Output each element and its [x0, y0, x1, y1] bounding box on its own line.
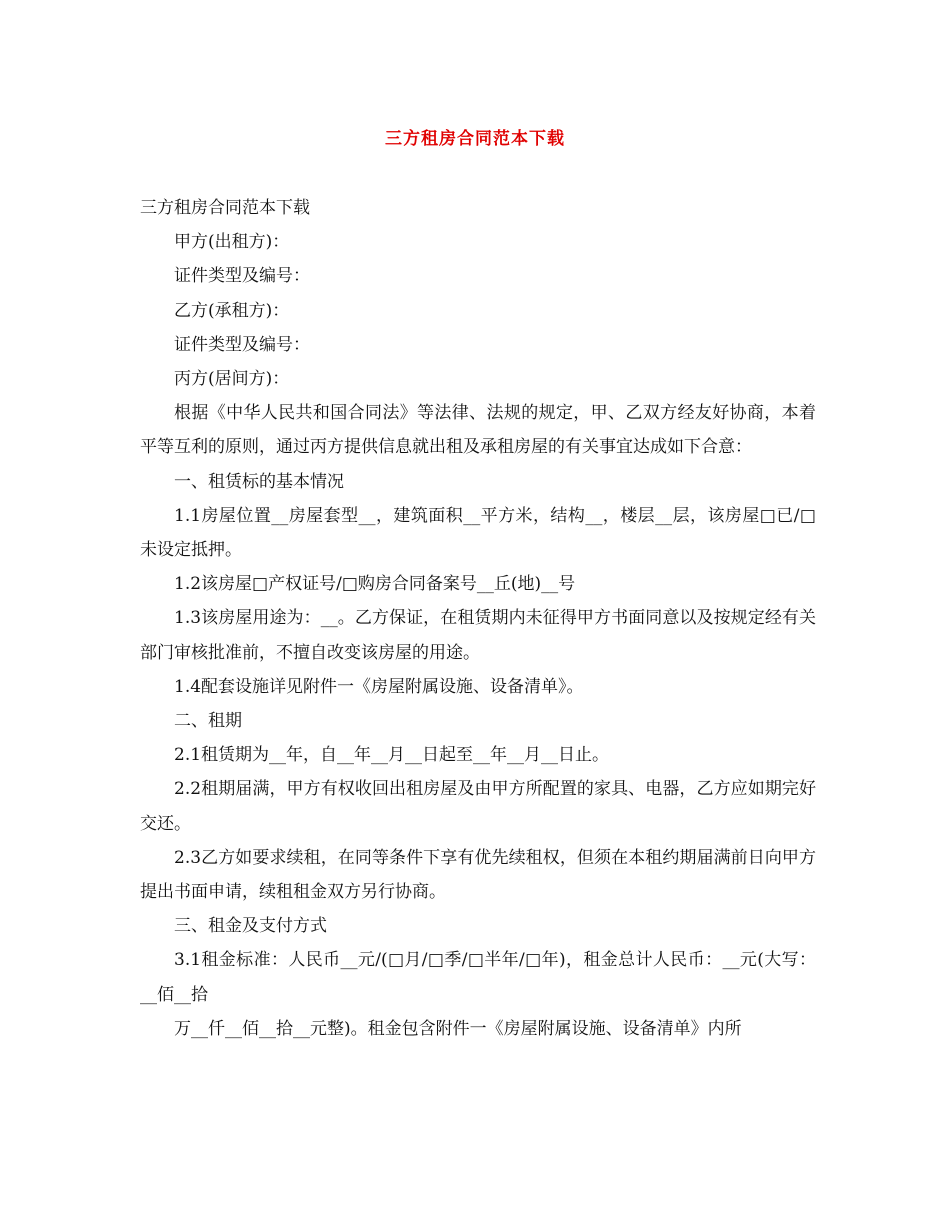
- party-a-id-line: 证件类型及编号：: [174, 266, 310, 287]
- section-1-heading: 一、租赁标的基本情况: [174, 471, 344, 492]
- clause-1-3: 1.3该房屋用途为：__。乙方保证，在租赁期内未征得甲方书面同意以及按规定经有关部门审核批准前，不擅自改变该房屋的用途。: [140, 608, 816, 663]
- party-c-line: 丙方(居间方)：: [174, 369, 290, 390]
- document-body: [140, 191, 816, 1046]
- section-2-heading: 二、租期: [174, 711, 242, 732]
- clause-2-2: 2.2租期届满，甲方有权收回出租房屋及由甲方所配置的家具、电器，乙方应如期完好交还。: [140, 779, 816, 834]
- section-3-heading: 三、租金及支付方式: [174, 916, 327, 937]
- party-b-line: 乙方(承租方)：: [174, 300, 290, 321]
- clause-1-2: 1.2该房屋□产权证号/□购房合同备案号__丘(地)__号: [174, 574, 576, 595]
- clause-3-1: 3.1租金标准：人民币__元/(□月/□季/□半年/□年)，租金总计人民币：__元(大写：__佰__拾: [140, 950, 816, 1005]
- preamble-paragraph: 根据《中华人民共和国合同法》等法律、法规的规定，甲、乙双方经友好协商，本着平等互利的原则，通过丙方提供信息就出租及承租房屋的有关事宜达成如下合意：: [140, 403, 816, 458]
- clause-1-1: 1.1房屋位置__房屋套型__，建筑面积__平方米，结构__，楼层__层，该房屋□已/□未设定抵押。: [140, 505, 816, 561]
- party-a-line: 甲方(出租方)：: [174, 232, 290, 253]
- clause-1-4: 1.4配套设施详见附件一《房屋附属设施、设备清单》。: [174, 676, 584, 697]
- clause-2-3: 2.3乙方如要求续租，在同等条件下享有优先续租权，但须在本租约期届满前日向甲方提出书面申请，续租租金双方另行协商。: [140, 847, 816, 903]
- document-heading: 三方租房合同范本下载: [140, 198, 310, 218]
- document-title: 三方租房合同范本下载: [385, 129, 565, 149]
- party-b-id-line: 证件类型及编号：: [174, 334, 310, 355]
- clause-2-1: 2.1租赁期为__年，自__年__月__日起至__年__月__日止。: [174, 745, 610, 766]
- clause-3-1-continued: 万__仟__佰__拾__元整)。租金包含附件一《房屋附属设施、设备清单》内所: [174, 1018, 742, 1039]
